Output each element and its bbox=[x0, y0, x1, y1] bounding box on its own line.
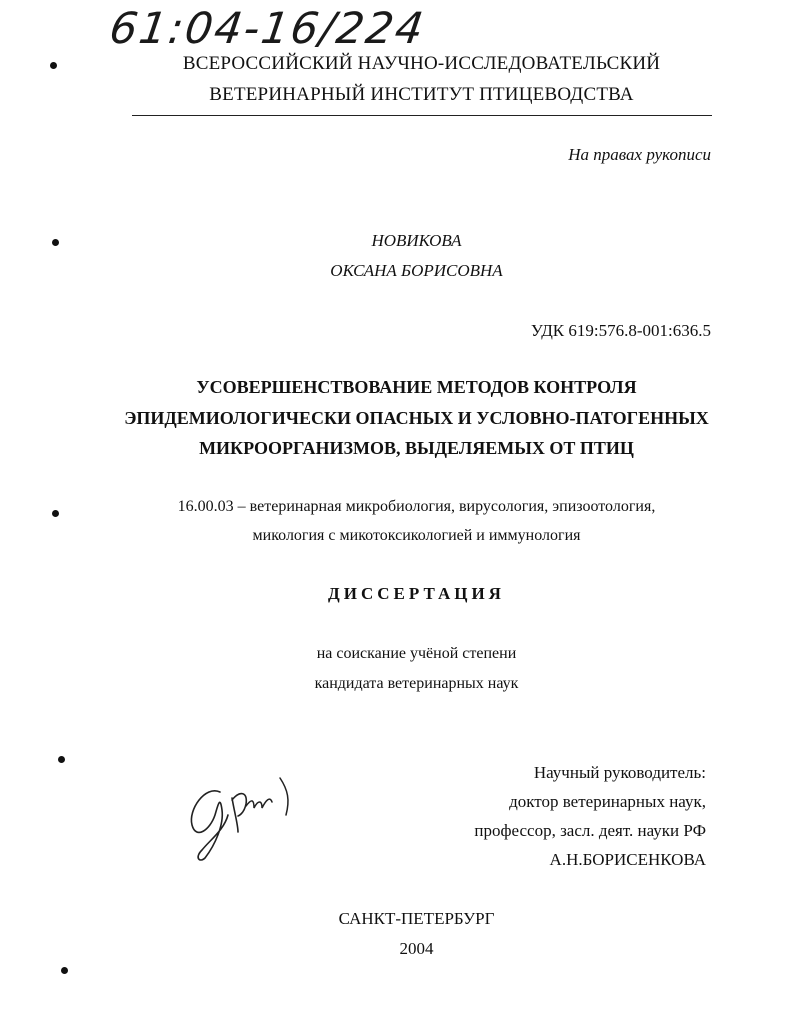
advisor-degree: доктор ветеринарных наук, bbox=[509, 792, 706, 811]
manuscript-note: На правах рукописи bbox=[568, 145, 711, 164]
binder-hole-mark bbox=[58, 756, 65, 763]
advisor-title: профессор, засл. деят. науки РФ bbox=[474, 821, 706, 840]
document-type: ДИССЕРТАЦИЯ bbox=[328, 584, 505, 603]
archive-number: 61:04-16/224 bbox=[106, 4, 429, 54]
title-line-2: ЭПИДЕМИОЛОГИЧЕСКИ ОПАСНЫХ И УСЛОВНО-ПАТОГЕННЫХ bbox=[124, 408, 709, 428]
institute-line-1: ВСЕРОССИЙСКИЙ НАУЧНО-ИССЛЕДОВАТЕЛЬСКИЙ bbox=[182, 53, 661, 74]
header-divider bbox=[132, 115, 712, 116]
year: 2004 bbox=[399, 939, 434, 958]
city: САНКТ-ПЕТЕРБУРГ bbox=[338, 909, 495, 928]
title-line-3: МИКРООРГАНИЗМОВ, ВЫДЕЛЯЕМЫХ ОТ ПТИЦ bbox=[199, 438, 634, 458]
degree-line-2: кандидата ветеринарных наук bbox=[314, 675, 519, 692]
udk-code: УДК 619:576.8-001:636.5 bbox=[530, 321, 711, 340]
author-surname: НОВИКОВА bbox=[371, 231, 462, 250]
institute-line-2: ВЕТЕРИНАРНЫЙ ИНСТИТУТ ПТИЦЕВОДСТВА bbox=[209, 84, 634, 105]
title-line-1: УСОВЕРШЕНСТВОВАНИЕ МЕТОДОВ КОНТРОЛЯ bbox=[196, 377, 637, 397]
degree-line-1: на соискание учёной степени bbox=[316, 645, 517, 662]
author-given-names: ОКСАНА БОРИСОВНА bbox=[330, 261, 503, 280]
advisor-role: Научный руководитель: bbox=[533, 763, 706, 782]
signature bbox=[180, 770, 300, 865]
advisor-name: А.Н.БОРИСЕНКОВА bbox=[549, 850, 706, 869]
binder-hole-mark bbox=[61, 967, 68, 974]
specialty-line-2: микология с микотоксикологией и иммунология bbox=[252, 527, 581, 544]
specialty-line-1: 16.00.03 – ветеринарная микробиология, вирусология, эпизоотология, bbox=[177, 498, 656, 515]
